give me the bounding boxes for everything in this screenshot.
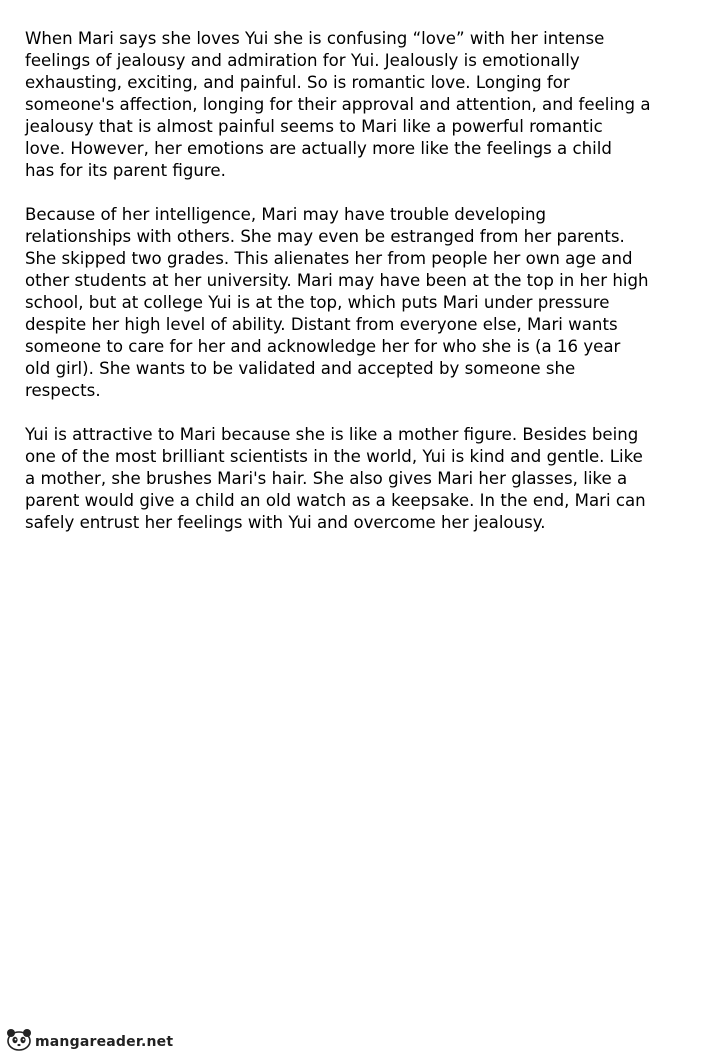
text-line: parent would give a child an old watch as a keepsake. In the end, Mari can: [25, 491, 646, 510]
text-line: safely entrust her feelings with Yui and overcome her jealousy.: [25, 513, 546, 532]
watermark-text: mangareader.net: [35, 1034, 174, 1050]
site-watermark: [4, 1024, 173, 1054]
text-line: someone to care for her and acknowledge her for who she is (a 16 year: [25, 337, 621, 356]
article-text: [25, 28, 705, 556]
text-line: relationships with others. She may even be estranged from her parents.: [25, 227, 625, 246]
paragraph-1: [25, 28, 705, 182]
text-line: jealousy that is almost painful seems to Mari like a powerful romantic: [25, 117, 603, 136]
text-line: has for its parent figure.: [25, 161, 226, 180]
text-line: someone's affection, longing for their approval and attention, and feeling a: [25, 95, 651, 114]
text-line: respects.: [25, 381, 101, 400]
text-line: She skipped two grades. This alienates her from people her own age and: [25, 249, 633, 268]
paragraph-3: [25, 424, 705, 534]
text-line: exhausting, exciting, and painful. So is romantic love. Longing for: [25, 73, 570, 92]
text-line: despite her high level of ability. Distant from everyone else, Mari wants: [25, 315, 618, 334]
text-line: a mother, she brushes Mari's hair. She also gives Mari her glasses, like a: [25, 469, 628, 488]
text-line: feelings of jealousy and admiration for Yui. Jealously is emotionally: [25, 51, 580, 70]
text-line: school, but at college Yui is at the top, which puts Mari under pressure: [25, 293, 610, 312]
panda-mascot-icon: [4, 1025, 34, 1053]
text-line: love. However, her emotions are actually more like the feelings a child: [25, 139, 612, 158]
text-line: Yui is attractive to Mari because she is like a mother figure. Besides being: [25, 425, 639, 444]
text-line: Because of her intelligence, Mari may have trouble developing: [25, 205, 547, 224]
text-line: When Mari says she loves Yui she is confusing “love” with her intense: [25, 29, 605, 48]
paragraph-2: [25, 204, 705, 402]
text-line: old girl). She wants to be validated and accepted by someone she: [25, 359, 576, 378]
text-line: one of the most brilliant scientists in the world, Yui is kind and gentle. Like: [25, 447, 643, 466]
text-line: other students at her university. Mari may have been at the top in her high: [25, 271, 649, 290]
